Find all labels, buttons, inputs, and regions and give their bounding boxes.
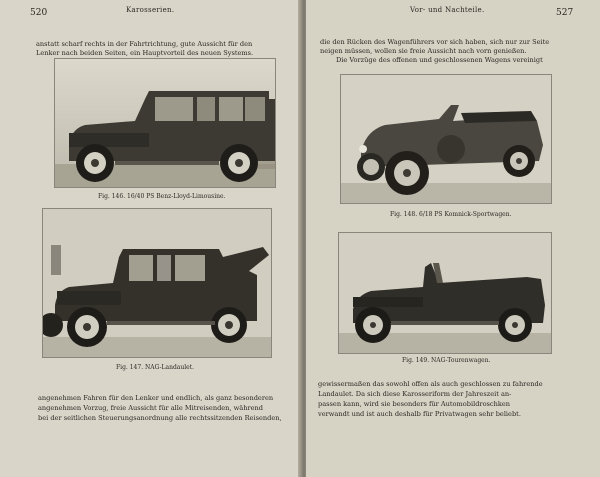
text-line: Landaulet. Da sich diese Karosseriform der Jahreszeit an- — [318, 390, 512, 398]
text-line: bei der seitlichen Steuerungsanordnung alle rechtssitzenden Reisenden, — [38, 414, 282, 422]
text-line: verwandt und ist auch deshalb für Privatwagen sehr beliebt. — [318, 410, 521, 418]
figure-limousine-photo — [54, 58, 276, 188]
figure-sportwagen-photo — [340, 74, 552, 204]
left-page-number: 520 — [30, 8, 48, 18]
text-line: passen kann, wird sie besonders für Automobildroschken — [318, 400, 511, 408]
limousine-illustration — [55, 59, 275, 187]
sportwagen-illustration — [341, 75, 551, 203]
figure-landaulet-photo — [42, 208, 272, 358]
figure-149-caption: Fig. 149. NAG-Tourenwagen. — [402, 357, 491, 364]
figure-148-caption: Fig. 148. 6/18 PS Komnick-Sportwagen. — [390, 211, 512, 218]
landaulet-illustration — [43, 209, 271, 357]
text-line: Lenker nach beiden Seiten, ein Hauptvorteil des neuen Systems. — [36, 49, 254, 57]
text-line: angenehmen Vorzug, freie Aussicht für alle Mitreisenden, während — [38, 404, 263, 412]
text-line: die den Rücken des Wagenführers vor sich haben, sich nur zur Seite — [320, 38, 550, 46]
figure-tourenwagen-photo — [338, 232, 552, 354]
right-page-number: 527 — [556, 8, 574, 18]
figure-147-caption: Fig. 147. NAG-Landaulet. — [116, 364, 195, 371]
right-page — [306, 0, 600, 477]
right-page-header: Vor- und Nachteile. — [410, 6, 485, 14]
text-line: Die Vorzüge des offenen und geschlossenen Wagens vereinigt — [336, 56, 543, 64]
text-line: neigen müssen, wollen sie freie Aussicht nach vorn genießen. — [320, 47, 527, 55]
text-line: anstatt scharf rechts in der Fahrtrichtung, gute Aussicht für den — [36, 40, 253, 48]
left-page-header: Karosserien. — [126, 6, 175, 14]
figure-146-caption: Fig. 146. 16/40 PS Benz-Lloyd-Limousine. — [98, 193, 226, 200]
tourenwagen-illustration — [339, 233, 551, 353]
text-line: gewissermaßen das sowohl offen als auch geschlossen zu fahrende — [318, 380, 543, 388]
text-line: angenehmen Fahren für den Lenker und endlich, als ganz besonderen — [38, 394, 274, 402]
